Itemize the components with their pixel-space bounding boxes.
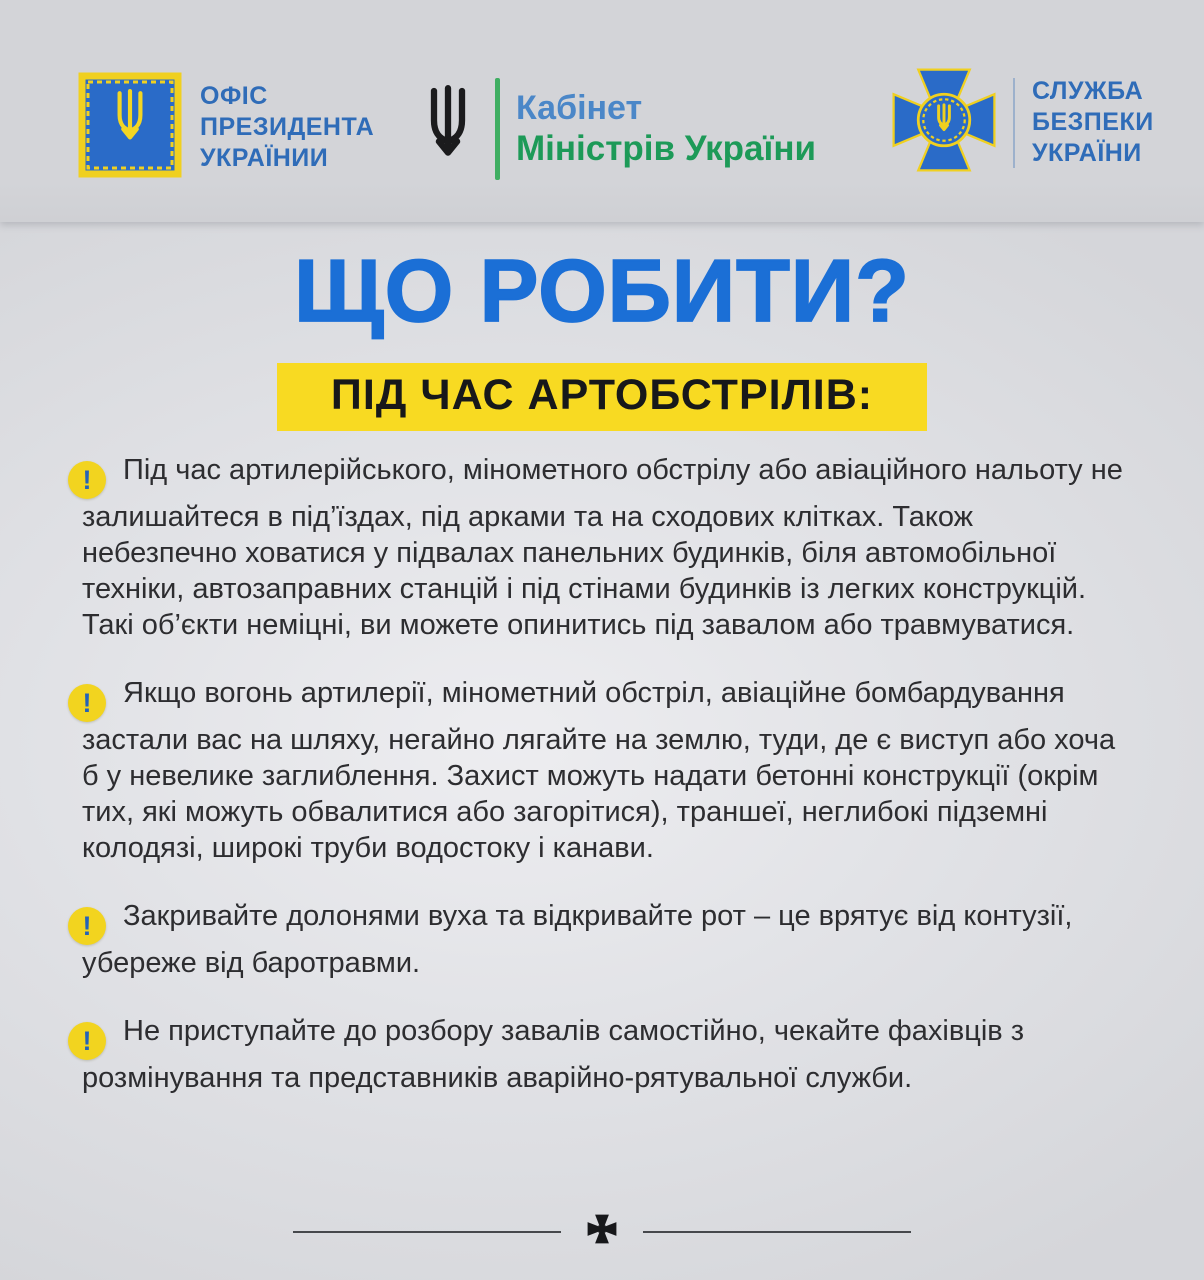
instruction-item: [82, 1013, 1130, 1096]
instruction-item: [82, 452, 1130, 643]
divider-line: [643, 1231, 911, 1233]
sbu-label-line: УКРАЇНИ: [1032, 139, 1142, 167]
sbu-label-line: СЛУЖБА: [1032, 77, 1144, 105]
highlighted-subtitle: ПІД ЧАС АРТОБСТРІЛІВ:: [277, 363, 927, 431]
president-office-line: ОФІС: [200, 82, 268, 110]
logo-security-service: [888, 64, 1154, 181]
warning-exclamation-icon: !: [68, 1022, 106, 1060]
president-office-line: УКРАЇНИИ: [200, 144, 329, 172]
sbu-cross-emblem-icon: [888, 64, 1000, 181]
cossack-cross-icon: [587, 1214, 617, 1249]
presidential-trident-emblem-icon: [78, 72, 182, 183]
vertical-divider: [1013, 78, 1015, 168]
divider-line: [293, 1231, 561, 1233]
logo-office-of-president: [78, 72, 374, 183]
instruction-text: Якщо вогонь артилерії, мінометний обстріл, авіаційне бомбардування застали вас на шляху, негайно лягайте на землю, туди, де є виступ або хоча б у невелике заглиблення. Захист можуть надати бетонні конструкції (окрім тих, які можуть обвалитися або загорітися), траншеї, неглибокі підземні колодязі, широкі труби водостоку і канави.: [82, 677, 1116, 864]
cabinet-label-top: Кабінет: [516, 88, 643, 127]
warning-exclamation-icon: !: [68, 684, 106, 722]
subtitle-row: [0, 363, 1204, 431]
instructions-list: [82, 452, 1130, 1128]
sbu-label-line: БЕЗПЕКИ: [1032, 108, 1154, 136]
warning-exclamation-icon: !: [68, 907, 106, 945]
warning-exclamation-icon: !: [68, 461, 106, 499]
page-title: ЩО РОБИТИ?: [294, 241, 910, 340]
instruction-item: [82, 898, 1130, 981]
header-band: [0, 0, 1204, 222]
instruction-text: Не приступайте до розбору завалів самостійно, чекайте фахівців з розмінування та представників аварійно-рятувальної служби.: [82, 1015, 1025, 1094]
instruction-text: Закривайте долонями вуха та відкривайте рот – це врятує від контузії, убереже від баротравми.: [82, 900, 1073, 979]
green-divider-bar: [495, 78, 500, 180]
instruction-text: Під час артилерійського, мінометного обстрілу або авіаційного нальоту не залишайтеся в під’їздах, під арками та на сходових клітках. Також небезпечно ховатися у підвалах панельних будинків, біля автомобільної техніки, автозаправних станцій і під стінами будинків із легких конструкцій. Такі об’єкти неміцні, ви можете опинитись під завалом або травмуватися.: [82, 454, 1123, 641]
president-office-label: [200, 81, 374, 174]
cabinet-label: [516, 88, 816, 170]
footer-divider: [0, 1214, 1204, 1249]
president-office-line: ПРЕЗИДЕНТА: [200, 113, 375, 141]
logo-cabinet-of-ministers: [413, 70, 816, 187]
black-trident-icon: [413, 70, 483, 187]
sbu-label: [1032, 76, 1154, 169]
instruction-item: [82, 675, 1130, 866]
cabinet-label-bottom: Міністрів України: [516, 128, 816, 168]
